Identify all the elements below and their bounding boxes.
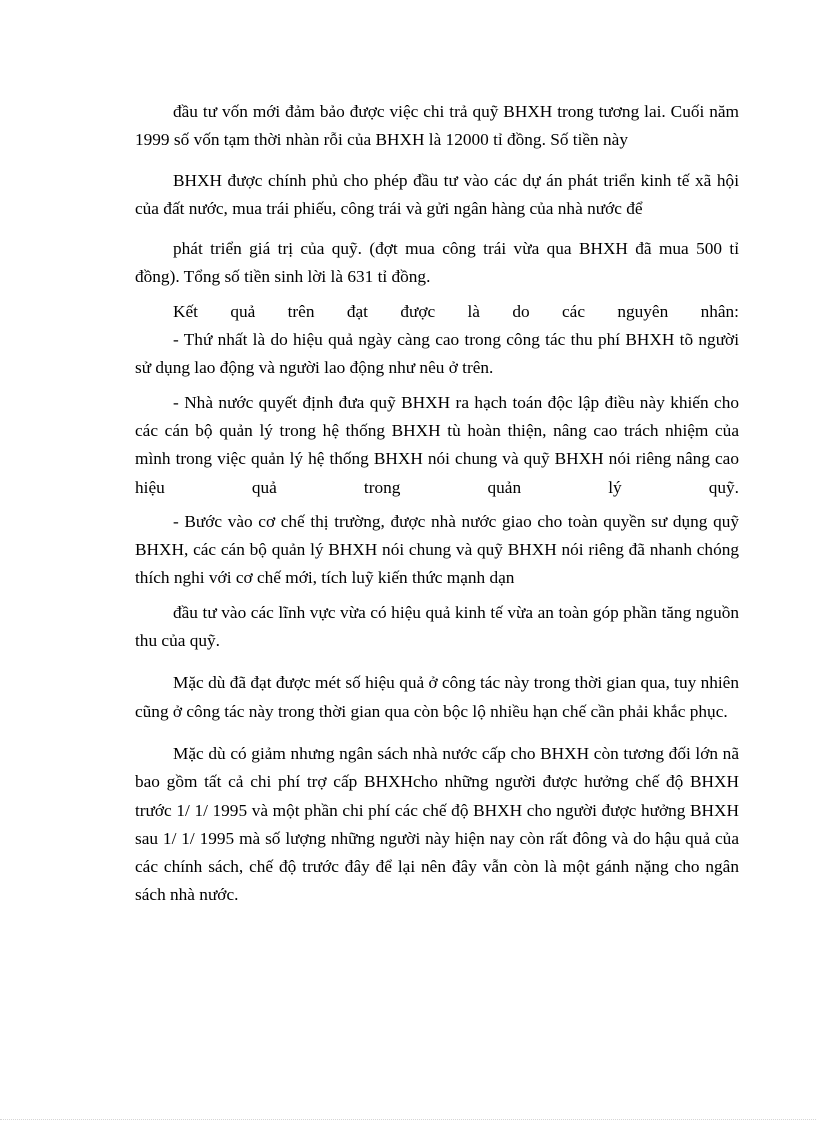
paragraph-cause-first: - Thứ nhất là do hiệu quả ngày càng cao trong công tác thu phí BHXH tõ người sử dụng lao động và người lao động như nêu ở trên. (135, 330, 739, 378)
paragraph-fund-growth: phát triển giá trị của quỹ. (đợt mua công trái vừa qua BHXH đã mua 500 tỉ đồng). Tổng số tiền sinh lời là 631 tỉ đồng. (135, 239, 739, 287)
document-body (135, 98, 739, 910)
paragraph-causes-heading: Kết quả trên đạt được là do các nguyên nhân: (173, 301, 739, 321)
paragraph-state-budget: Mặc dù có giảm nhưng ngân sách nhà nước cấp cho BHXH còn tương đối lớn nã bao gồm tất cả chi phí trợ cấp BHXHcho những người được hưởng chế độ BHXH trước 1/ 1/ 1995 và một phần chi phí các chế độ BHXH cho người được hưởng BHXH sau 1/ 1/ 1995 mà số lượng những người này hiện nay còn rất đông và do hậu quả của các chính sách, chế độ trước đây để lại nên đây vẫn còn là một gánh nặng cho ngân sách nhà nước. (135, 743, 739, 905)
paragraph-investment-capital: đầu tư vốn mới đảm bảo được việc chi trả quỹ BHXH trong tương lai. Cuối năm 1999 số vốn tạm thời nhàn rỗi của BHXH là 12000 tỉ đồng. Số tiền này (135, 102, 739, 150)
paragraph-government-permission: BHXH được chính phủ cho phép đầu tư vào các dự án phát triển kinh tế xã hội của đất nước, mua trái phiếu, công trái và gửi ngân hàng của nhà nước để (135, 170, 739, 218)
paragraph-limitations: Mặc dù đã đạt được mét số hiệu quả ở công tác này trong thời gian qua, tuy nhiên cũng ở công tác này trong thời gian qua còn bộc lộ nhiều hạn chế cần phải khắc phục. (135, 673, 739, 721)
paragraph-cause-second: - Nhà nước quyết định đưa quỹ BHXH ra hạch toán độc lập điều này khiến cho các cán bộ quản lý trong hệ thống BHXH tù hoàn thiện, nâng cao trách nhiệm của mình trong việc quản lý hệ thống BHXH nói chung và quỹ BHXH nói riêng nâng cao hiệu quả trong quản lý quỹ. (135, 392, 739, 497)
paragraph-investment-fields: đầu tư vào các lĩnh vực vừa có hiệu quả kinh tế vừa an toàn góp phần tăng nguồn thu của quỹ. (135, 602, 739, 651)
paragraph-cause-third: - Bước vào cơ chế thị trường, được nhà nước giao cho toàn quyền sư dụng quỹ BHXH, các cán bộ quản lý BHXH nói chung và quỹ BHXH nói riêng đã nhanh chóng thích nghi với cơ chế mới, tích luỹ kiến thức mạnh dạn (135, 511, 739, 588)
page-bottom-divider (0, 1119, 816, 1120)
